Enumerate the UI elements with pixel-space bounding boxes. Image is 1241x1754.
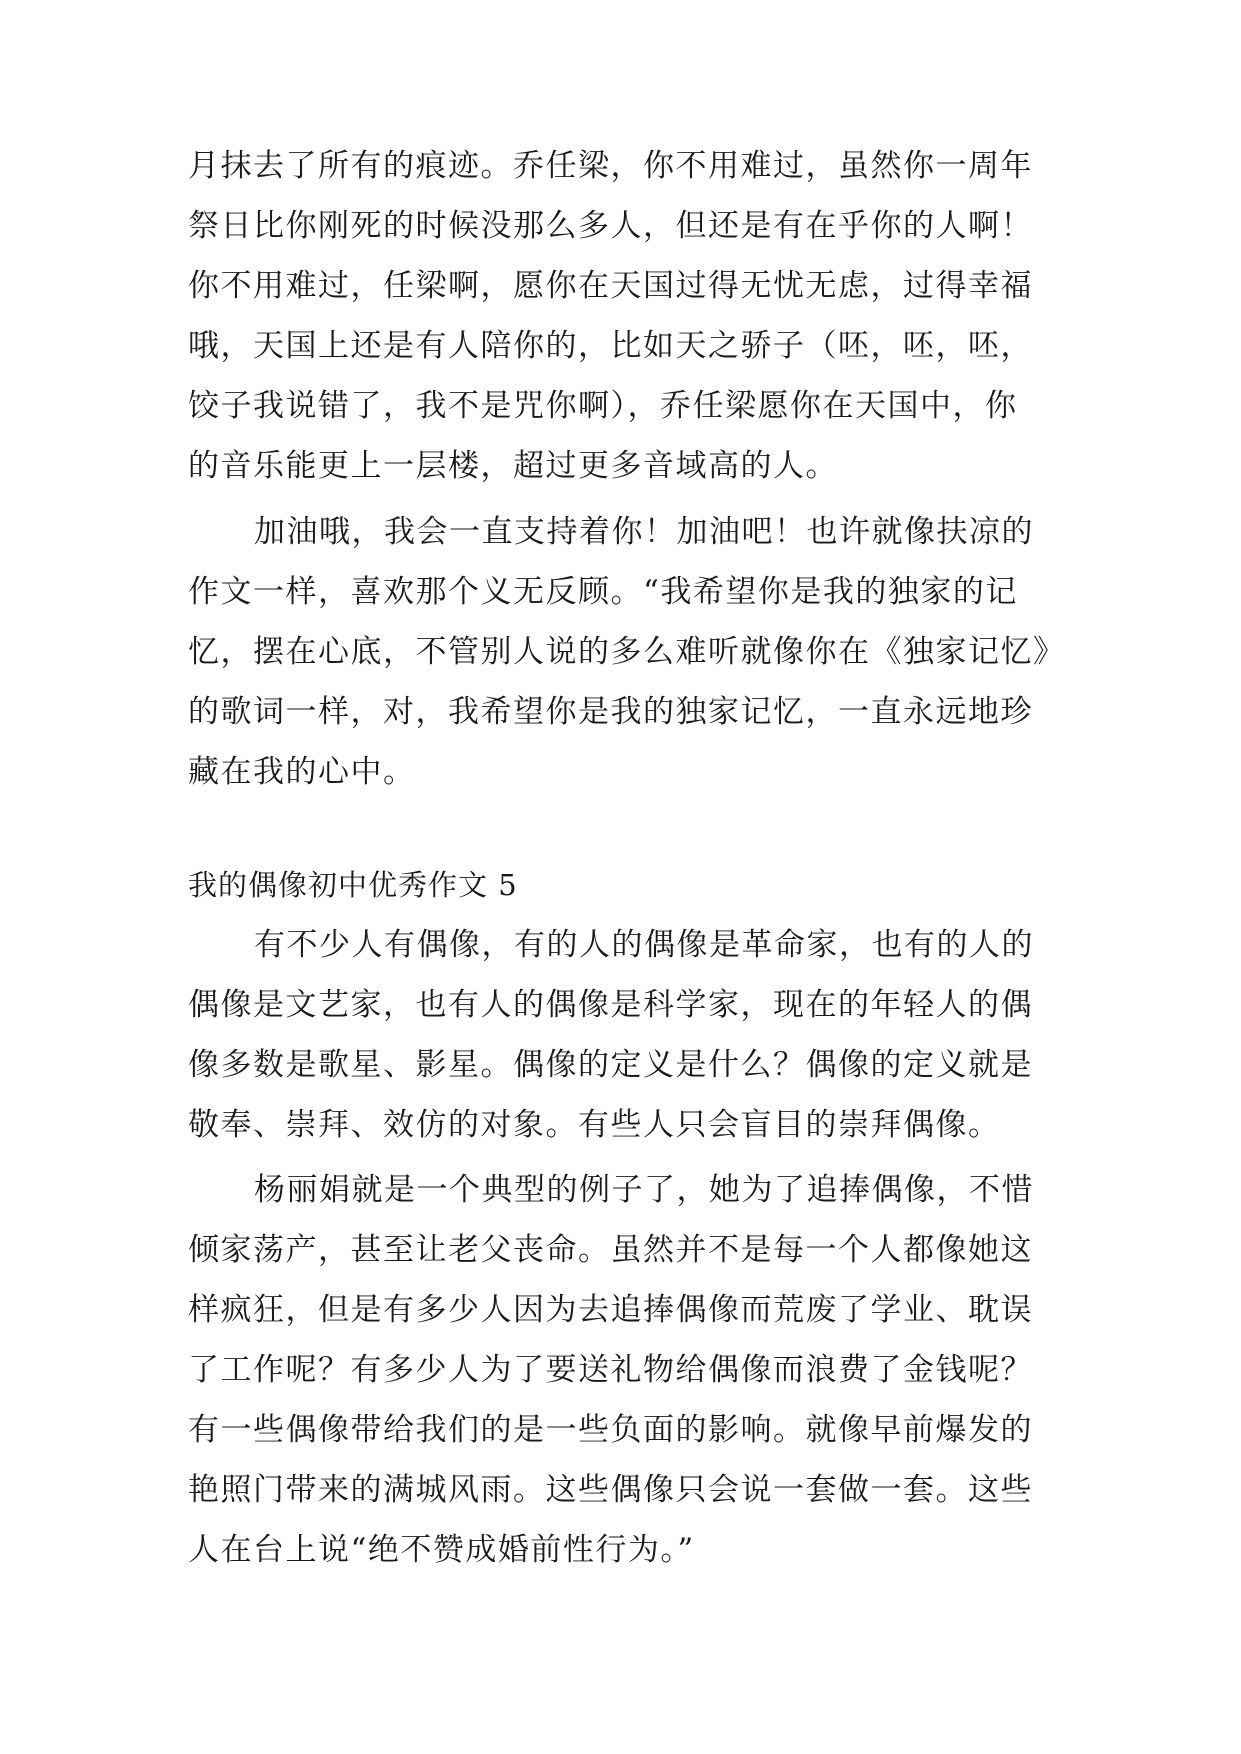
text-line: 忆，摆在心底，不管别人说的多么难听就像你在《独家记忆》 (188, 634, 1066, 670)
text-line: 人在台上说“绝不赞成婚前性行为。” (188, 1532, 695, 1568)
text-line: 艳照门带来的满城风雨。这些偶像只会说一套做一套。这些 (188, 1472, 1033, 1508)
text-line: 加油哦，我会一直支持着你！加油吧！也许就像扶凉的 (254, 514, 1034, 550)
paragraph-encouragement (188, 502, 1068, 802)
text-line: 了工作呢？有多少人为了要送礼物给偶像而浪费了金钱呢？ (188, 1352, 1033, 1388)
text-line: 你不用难过，任梁啊，愿你在天国过得无忧无虑，过得幸福 (188, 268, 1033, 304)
text-line: 有一些偶像带给我们的是一些负面的影响。就像早前爆发的 (188, 1412, 1033, 1448)
text-line: 月抹去了所有的痕迹。乔任梁，你不用难过，虽然你一周年 (188, 148, 1033, 184)
text-line: 有不少人有偶像，有的人的偶像是革命家，也有的人的 (254, 927, 1034, 963)
text-line: 祭日比你刚死的时候没那么多人，但还是有在乎你的人啊！ (188, 208, 1033, 244)
text-line: 杨丽娟就是一个典型的例子了，她为了追捧偶像，不惜 (254, 1172, 1034, 1208)
text-line: 偶像是文艺家，也有人的偶像是科学家，现在的年轻人的偶 (188, 987, 1033, 1023)
essay-heading: 我的偶像初中优秀作文 5 (188, 868, 518, 902)
paragraph-idol-definition (188, 915, 1068, 1155)
text-line: 敬奉、崇拜、效仿的对象。有些人只会盲目的崇拜偶像。 (188, 1107, 1001, 1143)
text-line: 倾家荡产，甚至让老父丧命。虽然并不是每一个人都像她这 (188, 1232, 1033, 1268)
text-line: 的音乐能更上一层楼，超过更多音域高的人。 (188, 448, 838, 484)
paragraph-example (188, 1160, 1068, 1580)
text-line: 的歌词一样，对，我希望你是我的独家记忆，一直永远地珍 (188, 694, 1033, 730)
text-line: 样疯狂，但是有多少人因为去追捧偶像而荒废了学业、耽误 (188, 1292, 1033, 1328)
paragraph-continued (188, 136, 1068, 496)
text-line: 饺子我说错了，我不是咒你啊），乔任梁愿你在天国中，你 (188, 388, 1018, 424)
text-line: 像多数是歌星、影星。偶像的定义是什么？偶像的定义就是 (188, 1047, 1033, 1083)
text-line: 哦，天国上还是有人陪你的，比如天之骄子（呸，呸，呸， (188, 328, 1033, 364)
text-line: 作文一样，喜欢那个义无反顾。“我希望你是我的独家的记 (188, 574, 1018, 610)
text-line: 藏在我的心中。 (188, 754, 416, 790)
